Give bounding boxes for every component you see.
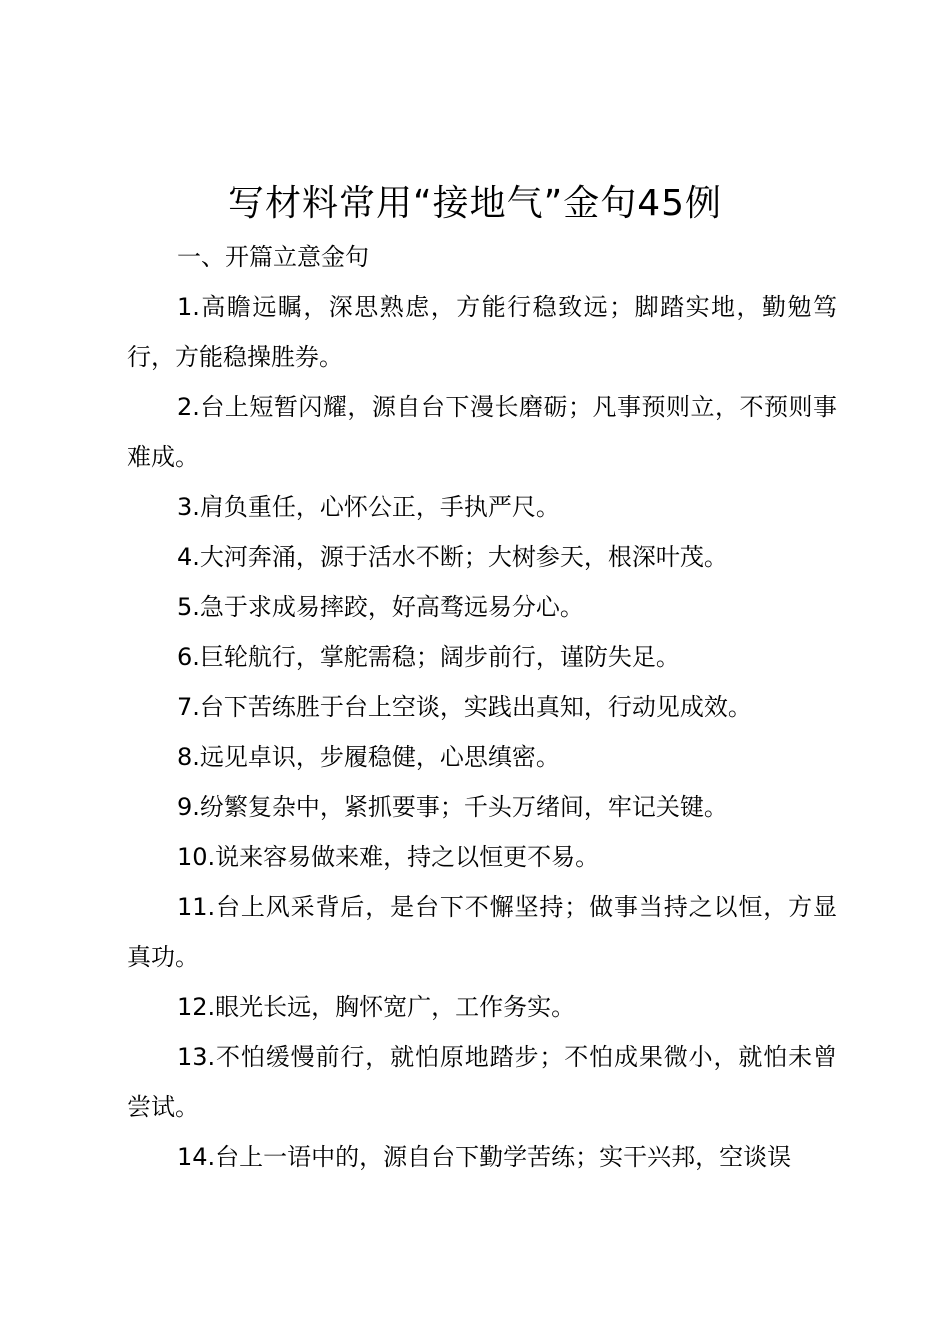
list-item: 8.远见卓识，步履稳健，心思缜密。 <box>177 743 560 771</box>
list-item: 2.台上短暂闪耀，源自台下漫长磨砺；凡事预则立，不预则事难成。 <box>127 393 837 471</box>
list-item: 10.说来容易做来难，持之以恒更不易。 <box>177 843 600 871</box>
list-item: 13.不怕缓慢前行，就怕原地踏步；不怕成果微小，就怕未曾尝试。 <box>127 1043 837 1121</box>
document-body <box>127 232 837 1182</box>
list-item: 9.纷繁复杂中，紧抓要事；千头万绪间，牢记关键。 <box>177 793 728 821</box>
list-item: 6.巨轮航行，掌舵需稳；阔步前行，谨防失足。 <box>177 643 680 671</box>
section-heading: 一、开篇立意金句 <box>177 243 369 271</box>
list-item: 3.肩负重任，心怀公正，手执严尺。 <box>177 493 560 521</box>
list-item: 1.高瞻远瞩，深思熟虑，方能行稳致远；脚踏实地，勤勉笃行，方能稳操胜券。 <box>127 293 837 371</box>
list-item: 5.急于求成易摔跤，好高骛远易分心。 <box>177 593 584 621</box>
list-item: 7.台下苦练胜于台上空谈，实践出真知，行动见成效。 <box>177 693 752 721</box>
list-item: 4.大河奔涌，源于活水不断；大树参天，根深叶茂。 <box>177 543 728 571</box>
list-item: 12.眼光长远，胸怀宽广，工作务实。 <box>177 993 576 1021</box>
list-item: 14.台上一语中的，源自台下勤学苦练；实干兴邦，空谈误 <box>177 1143 792 1171</box>
list-item: 11.台上风采背后，是台下不懈坚持；做事当持之以恒，方显真功。 <box>127 893 837 971</box>
document-title: 写材料常用“接地气”金句45例 <box>227 183 723 224</box>
